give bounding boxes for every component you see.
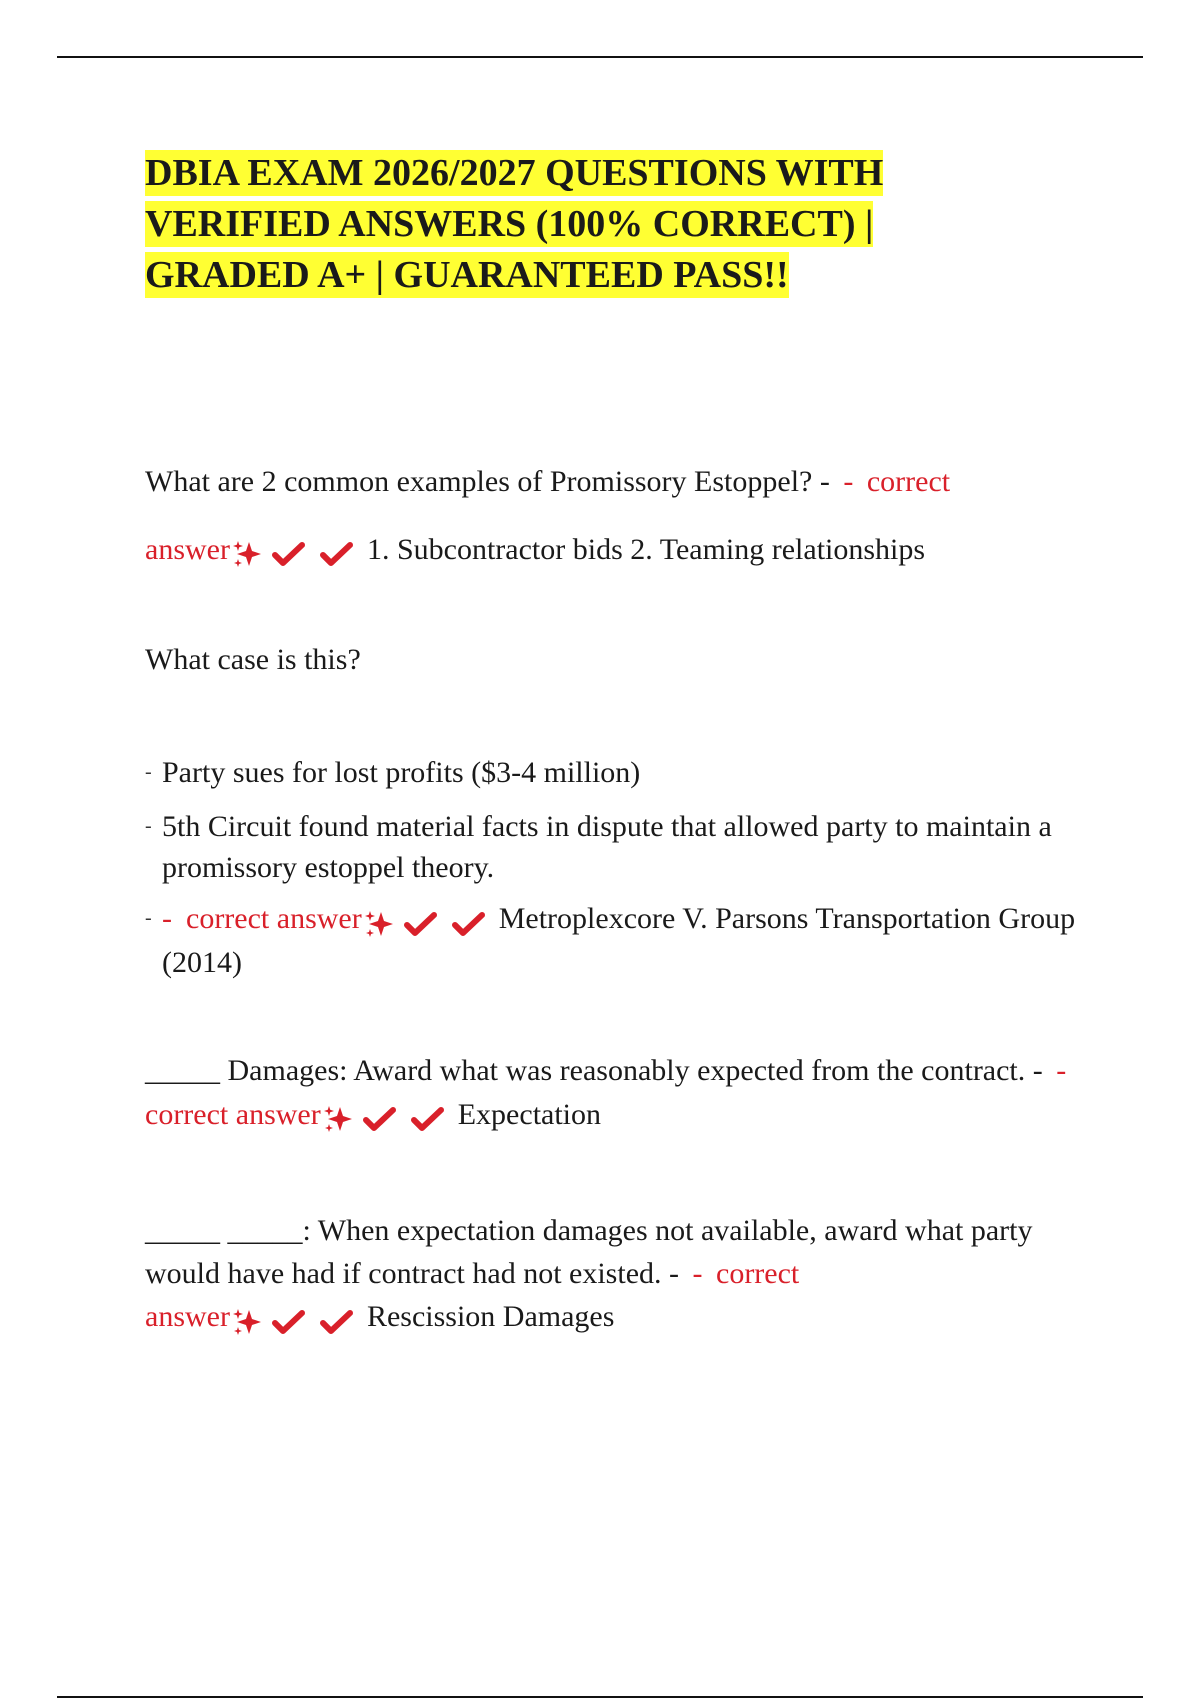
top-rule xyxy=(57,56,1143,58)
correct-answer-label: correct answer xyxy=(145,1098,321,1131)
sparkle-icon xyxy=(232,539,262,569)
checkmark-icon xyxy=(317,540,357,568)
list-item: - 5th Circuit found material facts in dispute that allowed party to maintain a promissory estoppel theory. xyxy=(145,810,1052,884)
answer-text: Rescission Damages xyxy=(366,1300,615,1333)
title-line-3: GRADED A+ | GUARANTEED PASS!! xyxy=(145,254,789,296)
answer-text: Expectation xyxy=(457,1098,602,1131)
answer-text: 1. Subcontractor bids 2. Teaming relationships xyxy=(366,533,926,566)
checkmark-icon xyxy=(317,1308,357,1336)
answer-icons xyxy=(323,1095,448,1139)
checkmark-icon xyxy=(360,1105,400,1133)
correct-answer-label: answer xyxy=(145,1300,230,1333)
sparkle-icon xyxy=(232,1307,262,1337)
answer-separator: - xyxy=(1056,1054,1067,1087)
title-line-1: DBIA EXAM 2026/2027 QUESTIONS WITH xyxy=(145,152,884,194)
correct-answer-label: correct xyxy=(716,1257,800,1290)
sparkle-icon xyxy=(323,1104,353,1134)
correct-answer-label: correct answer xyxy=(186,902,362,935)
qa-item-1 xyxy=(145,448,1085,586)
correct-answer-label: correct xyxy=(866,465,951,498)
bottom-rule xyxy=(57,1696,1143,1698)
qa-item-3 xyxy=(145,1049,1085,1139)
bullet-list xyxy=(145,806,1085,888)
question-text: What case is this? xyxy=(145,643,361,676)
checkmark-icon xyxy=(408,1105,448,1133)
answer-separator: - xyxy=(843,465,854,498)
question-text: _____ _____: When expectation damages not available, award what party would have had if contract had not existed. - xyxy=(145,1214,1033,1290)
checkmark-icon xyxy=(449,910,489,938)
sparkle-icon xyxy=(364,909,394,939)
document-title xyxy=(145,148,1065,301)
list-item: - - correct answer Metroplexcore V. Parsons Transportation Group (2014) xyxy=(145,902,1076,979)
answer-text: Metroplexcore V. Parsons Transportation Group (2014) xyxy=(162,902,1076,979)
checkmark-icon xyxy=(269,1308,309,1336)
answer-icons xyxy=(232,1298,357,1341)
answer-icons xyxy=(364,901,489,942)
answer-icons xyxy=(232,518,357,586)
qa-item-4 xyxy=(145,1209,1085,1341)
checkmark-icon xyxy=(269,540,309,568)
correct-answer-label: answer xyxy=(145,533,230,566)
list-item: - Party sues for lost profits ($3-4 million) xyxy=(145,756,641,789)
question-text: _____ Damages: Award what was reasonably expected from the contract. - xyxy=(145,1054,1043,1087)
title-line-2: VERIFIED ANSWERS (100% CORRECT) | xyxy=(145,203,874,245)
qa-item-2 xyxy=(145,640,1085,680)
bullet-list xyxy=(145,752,1085,793)
checkmark-icon xyxy=(401,910,441,938)
answer-separator: - xyxy=(692,1257,703,1290)
answer-separator: - xyxy=(162,902,172,935)
bullet-list xyxy=(145,898,1085,983)
question-text: What are 2 common examples of Promissory Estoppel? - xyxy=(145,465,830,498)
